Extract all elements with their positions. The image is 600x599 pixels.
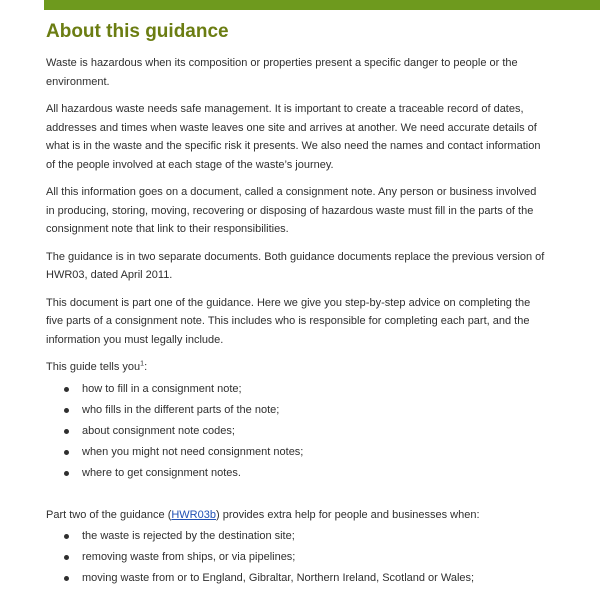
bullet-icon — [64, 471, 69, 476]
bullet-icon — [64, 534, 69, 539]
guide-list-lead-text: This guide tells you — [46, 361, 141, 373]
list-item: the waste is rejected by the destination site; — [82, 526, 546, 547]
part-two-lead — [46, 506, 546, 525]
bullet-icon — [64, 450, 69, 455]
bullet-icon — [64, 429, 69, 434]
header-accent-bar — [44, 0, 600, 10]
footnote-marker: 1 — [140, 360, 145, 368]
guide-list — [46, 379, 546, 484]
list-item: about consignment note codes; — [82, 421, 546, 442]
bullet-icon — [64, 576, 69, 581]
document-body — [46, 20, 546, 599]
list-item: moving waste from or to England, Gibraltar, Northern Ireland, Scotland or Wales; — [82, 568, 546, 589]
intro-paragraph-1: Waste is hazardous when its composition or properties present a specific danger to people or the environment. — [46, 57, 518, 88]
list-item: when you might not need consignment notes; — [82, 442, 546, 463]
intro-paragraph-5: This document is part one of the guidance. Here we give you step-by-step advice on completing the five parts of a consignment note. This includes who is responsible for completing each part, and the information you must legally include. — [46, 296, 531, 346]
list-item: how to fill in a consignment note; — [82, 379, 546, 400]
part-two-list — [46, 526, 546, 589]
list-item: where to get consignment notes. — [82, 463, 546, 484]
part-two-lead-after: ) provides extra help for people and businesses when: — [215, 508, 480, 521]
guide-list-lead-colon: : — [144, 361, 148, 373]
bullet-icon — [64, 555, 69, 560]
list-item: removing waste from ships, or via pipelines; — [82, 547, 546, 568]
page-title: About this guidance — [46, 21, 229, 42]
list-item: who fills in the different parts of the note; — [82, 400, 546, 421]
guide-list-lead — [46, 358, 546, 377]
section-spacer — [46, 494, 546, 506]
bullet-icon — [64, 387, 69, 392]
intro-paragraph-2: All hazardous waste needs safe management. It is important to create a traceable record of dates, addresses and times when waste leaves one site and arrives at another. We need accurate details of what is in the waste and the specific risk it presents. We also need the names and contact information of the people involved at each stage of the waste’s journey. — [46, 103, 541, 171]
part-two-lead-before: Part two of the guidance ( — [46, 508, 172, 521]
intro-paragraph-4: The guidance is in two separate documents. Both guidance documents replace the previous version of HWR03, dated April 2011. — [46, 250, 545, 281]
hwr03b-link[interactable]: HWR03b — [171, 508, 216, 521]
intro-paragraph-3: All this information goes on a document, called a consignment note. Any person or business involved in producing, storing, moving, recovering or disposing of hazardous waste must fill in the parts of the consignment note that link to their responsibilities. — [46, 186, 537, 235]
bullet-icon — [64, 408, 69, 413]
